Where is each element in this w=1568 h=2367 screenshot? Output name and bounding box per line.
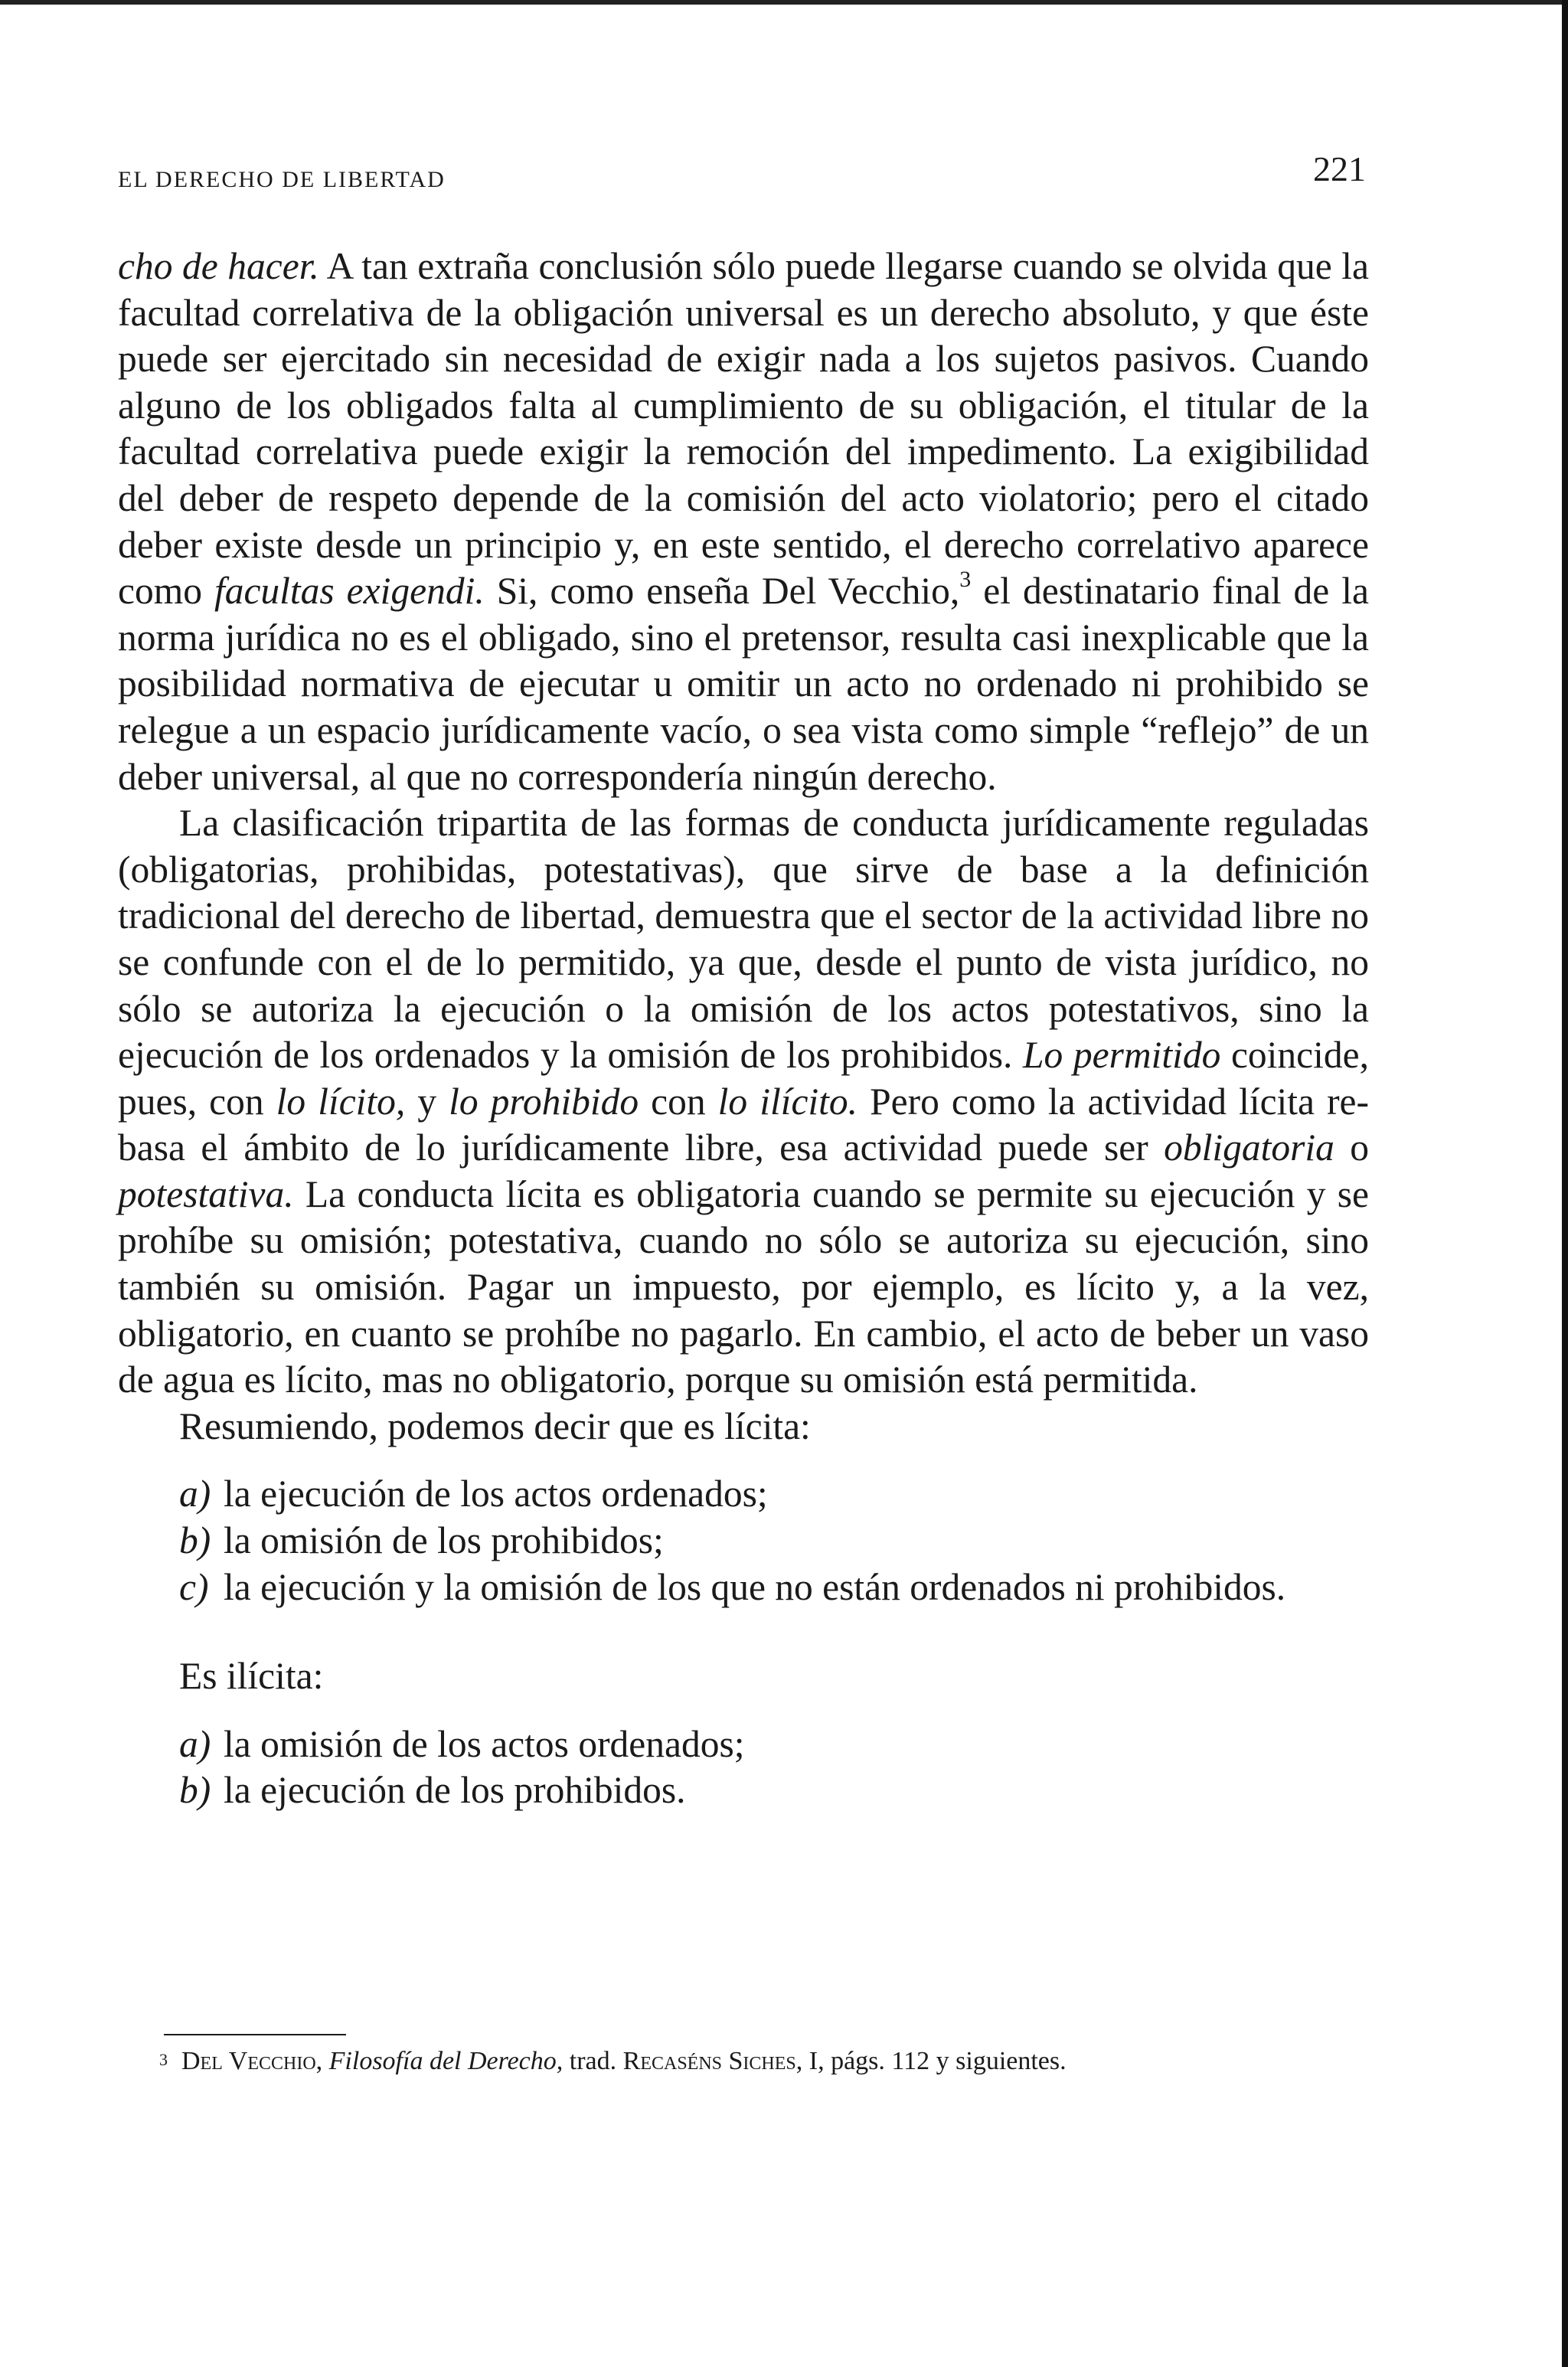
list-marker: a) xyxy=(179,1473,211,1515)
footnote-rest: I, págs. 112 y siguientes. xyxy=(802,2047,1067,2075)
list-item xyxy=(118,1564,1369,1611)
footnote xyxy=(159,2042,1384,2080)
scan-edge-right xyxy=(1562,0,1568,2367)
list-item xyxy=(118,1471,1369,1518)
text-run: y xyxy=(405,1080,449,1123)
scan-edge-top xyxy=(0,0,1568,5)
italic-phrase: Lo permitido xyxy=(1023,1034,1221,1077)
italic-phrase: obligatoria xyxy=(1164,1126,1334,1169)
list-marker: c) xyxy=(179,1565,209,1608)
footnote-author: Del Vecchio, xyxy=(181,2047,323,2075)
list-item-text: la omisión de los actos ordenados; xyxy=(224,1722,745,1765)
licit-list xyxy=(118,1471,1369,1610)
text-run: La clasificación tripartita de las formas de conducta jurídicamente reguladas (obligatorias, prohibidas, potestativas), que sirve de base a la definición tradicional del derecho de libertad, demuestra que el sector de la actividad libre no se confunde con el de lo permitido, ya que, desde el punto de vista jurídico, no sólo se autoriza la ejecución o la omisión de los actos potestativos, sino la ejecución de los ordenados y la omisión de los prohibidos. xyxy=(118,802,1369,1077)
running-head: EL DERECHO DE LIBERTAD xyxy=(118,167,446,192)
italic-phrase: lo lícito, xyxy=(276,1080,406,1123)
list-marker: b) xyxy=(179,1769,211,1812)
footnote-translator: Recaséns Siches, xyxy=(622,2047,803,2075)
paragraph-2 xyxy=(118,800,1369,1404)
list-item-text: la omisión de los prohibidos; xyxy=(224,1519,664,1562)
italic-phrase: facultas exigendi. xyxy=(214,570,485,613)
italic-phrase: lo ilícito. xyxy=(717,1080,858,1123)
italic-phrase: potestativa. xyxy=(118,1172,294,1215)
body-text xyxy=(118,244,1369,1814)
text-run: o xyxy=(1334,1126,1369,1169)
list-item xyxy=(118,1518,1369,1564)
illicit-list xyxy=(118,1721,1369,1814)
page-number: 221 xyxy=(1313,149,1366,188)
text-run: con xyxy=(639,1080,718,1123)
licit-intro: Resumiendo, podemos decir que es lícita: xyxy=(179,1404,811,1447)
text-run: coincide, pues, con xyxy=(118,1034,1370,1123)
list-item-text: la ejecución de los prohibidos. xyxy=(224,1769,686,1812)
text-run: el destinatario final de la norma jurídica no es el obligado, sino el pretensor, resulta casi inexplicable que la posibilidad normativa de ejecutar u omitir un acto no ordenado ni prohibido se relegue a un espacio jurídicamente vacío, o sea vista como simple “reflejo” de un deber universal, al que no correspondería ningún derecho. xyxy=(118,570,1369,798)
footnote-title: Filosofía del Derecho, xyxy=(328,2047,564,2075)
italic-phrase: lo prohibido xyxy=(449,1080,639,1123)
text-run: Si, como enseña Del Vecchio, xyxy=(484,570,960,613)
italic-phrase: cho de hacer. xyxy=(118,245,319,287)
text-run: La conducta lícita es obligatoria cuando se permite su ejecución y se prohíbe su omisión; potestativa, cuando no sólo se autoriza su ejecución, sino también su omisión. Pagar un impuesto, por ejemplo, es lícito y, a la vez, obligatorio, en cuanto se prohíbe no pagarlo. En cambio, el acto de beber un vaso de agua es lícito, mas no obligatorio, porque su omisión está permitida. xyxy=(118,1172,1369,1401)
footnote-mark: 3 xyxy=(159,2050,168,2069)
text-run: A tan extraña conclusión sólo puede llegarse cuando se olvida que la facultad correlativa de la obligación universal es un derecho absoluto, y que éste puede ser ejercitado sin necesidad de exigir nada a los sujetos pasivos. Cuando alguno de los obligados falta al cumplimiento de su obligación, el titular de la facultad correlativa puede exigir la remoción del impedimento. La exigibilidad del deber de respeto depende de la comisión del acto violatorio; pero el citado deber existe desde un principio y, en este sentido, el derecho correlativo aparece como xyxy=(118,245,1369,613)
paragraph-1 xyxy=(118,244,1369,800)
list-item-text: la ejecución y la omisión de los que no están ordenados ni prohibidos. xyxy=(224,1565,1286,1608)
illicit-intro: Es ilícita: xyxy=(179,1655,324,1698)
footnote-trad: trad. xyxy=(563,2047,623,2075)
list-marker: a) xyxy=(179,1722,211,1765)
list-item xyxy=(118,1767,1369,1814)
footnote-reference: 3 xyxy=(959,567,972,593)
list-item-text: la ejecución de los actos ordenados; xyxy=(224,1473,768,1515)
footnote-rule xyxy=(164,2034,346,2035)
text-run: Pero como la actividad lícita rebasa el ámbito de lo jurídicamente libre, esa actividad puede ser xyxy=(118,1080,1370,1169)
list-marker: b) xyxy=(179,1519,211,1562)
list-item xyxy=(118,1721,1369,1768)
